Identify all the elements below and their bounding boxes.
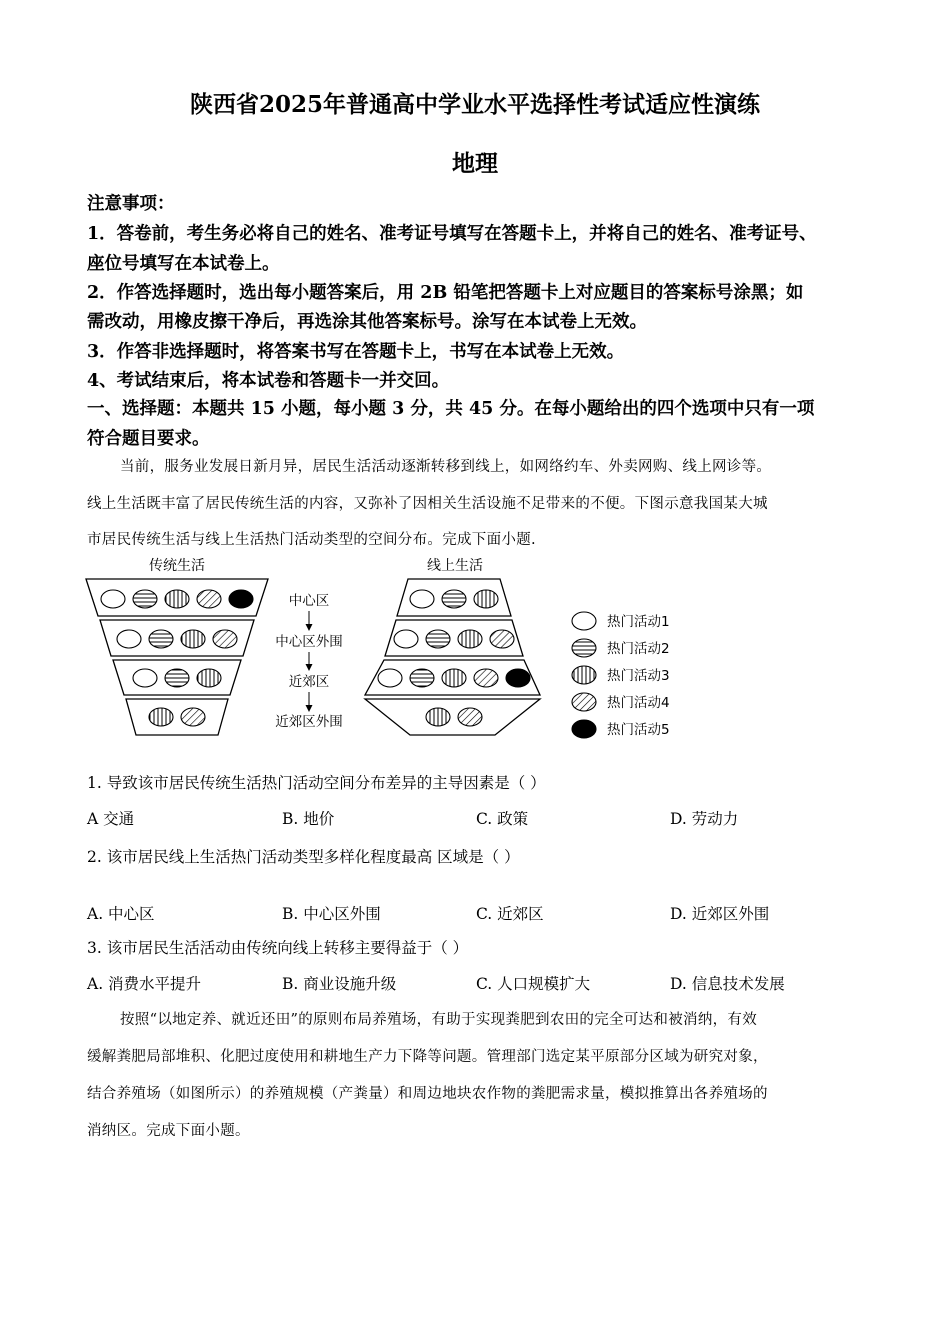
notice-line: 3．作答非选择题时，将答案书写在答题卡上，书写在本试卷上无效。 — [87, 342, 625, 362]
notice-line: 座位号填写在本试卷上。 — [87, 254, 280, 274]
activity-5-marker — [506, 669, 530, 687]
option-d[interactable]: D. 信息技术发展 — [670, 975, 785, 993]
legend-label: 热门活动5 — [607, 722, 670, 738]
zone-center-outer: 中心区外围 — [275, 634, 343, 650]
passage-line: 当前，服务业发展日新月异，居民生活活动逐渐转移到线上，如网络约车、外卖网购、线上网诊等。 — [120, 459, 772, 475]
activity-4-marker — [197, 590, 221, 608]
legend-label: 热门活动3 — [607, 668, 670, 684]
activity-3-marker — [458, 630, 482, 648]
activity-4-marker — [490, 630, 514, 648]
option-b[interactable]: B. 地价 — [282, 810, 335, 828]
activity-3-marker — [149, 708, 173, 726]
option-c[interactable]: C. 政策 — [476, 810, 529, 828]
zone-suburb: 近郊区 — [288, 674, 330, 690]
activity-2-marker — [426, 630, 450, 648]
activity-3-marker — [165, 590, 189, 608]
exam-title: 陕西省2025年普通高中学业水平选择性考试适应性演练 — [189, 91, 760, 118]
zone-labels — [275, 592, 343, 730]
activity-2-marker — [572, 639, 596, 657]
legend-label: 热门活动4 — [607, 695, 670, 711]
notice-line: 1．答卷前，考生务必将自己的姓名、准考证号填写在答题卡上，并将自己的姓名、准考证号、 — [87, 224, 817, 244]
activity-3-marker — [474, 590, 498, 608]
activity-2-marker — [133, 590, 157, 608]
option-a[interactable]: A. 中心区 — [87, 905, 155, 923]
zone-suburb-outer: 近郊区外围 — [275, 714, 343, 730]
online-label: 线上生活 — [427, 558, 483, 574]
option-d[interactable]: D. 近郊区外围 — [670, 905, 770, 923]
passage-line: 消纳区。完成下面小题。 — [87, 1123, 250, 1139]
question-stem: 1. 导致该市居民传统生活热门活动空间分布差异的主导因素是（ ） — [87, 774, 546, 792]
activity-5-marker — [229, 590, 253, 608]
option-b[interactable]: B. 商业设施升级 — [282, 975, 397, 993]
activity-1-marker — [117, 630, 141, 648]
passage-line: 市居民传统生活与线上生活热门活动类型的空间分布。完成下面小题. — [87, 532, 536, 548]
traditional-label: 传统生活 — [149, 558, 205, 574]
notice-line: 2．作答选择题时，选出每小题答案后，用 2B 铅笔把答题卡上对应题目的答案标号涂黑；如 — [87, 283, 804, 303]
activity-2-marker — [149, 630, 173, 648]
notice-line: 需改动，用橡皮擦干净后，再选涂其他答案标号。涂写在本试卷上无效。 — [87, 312, 647, 332]
activity-2-marker — [410, 669, 434, 687]
activity-1-marker — [572, 612, 596, 630]
activity-4-marker — [474, 669, 498, 687]
option-c[interactable]: C. 近郊区 — [476, 905, 544, 923]
activity-3-marker — [181, 630, 205, 648]
zone-center: 中心区 — [288, 593, 330, 609]
activity-5-marker — [572, 720, 596, 738]
passage-line: 线上生活既丰富了居民传统生活的内容，又弥补了因相关生活设施不足带来的不便。下图示意我国某大城 — [87, 496, 768, 512]
activity-3-marker — [572, 666, 596, 684]
legend-label: 热门活动1 — [607, 614, 670, 630]
section-heading: 一、选择题：本题共 15 小题，每小题 3 分，共 45 分。在每小题给出的四个选项中只有一项 — [87, 399, 815, 419]
activity-distribution-figure — [80, 552, 700, 742]
notice-line: 4、考试结束后，将本试卷和答题卡一并交回。 — [87, 371, 450, 391]
activity-3-marker — [197, 669, 221, 687]
activity-1-marker — [378, 669, 402, 687]
notice-heading: 注意事项： — [87, 194, 175, 214]
activity-legend — [572, 612, 670, 738]
activity-3-marker — [442, 669, 466, 687]
activity-4-marker — [181, 708, 205, 726]
option-d[interactable]: D. 劳动力 — [670, 810, 739, 828]
option-c[interactable]: C. 人口规模扩大 — [476, 975, 591, 993]
question-stem: 3. 该市居民生活活动由传统向线上转移主要得益于（ ） — [87, 939, 469, 957]
activity-3-marker — [426, 708, 450, 726]
activity-4-marker — [572, 693, 596, 711]
passage-line: 按照“以地定养、就近还田”的原则布局养殖场，有助于实现粪肥到农田的完全可达和被消纳，有效 — [120, 1012, 758, 1028]
section-heading: 符合题目要求。 — [87, 429, 210, 449]
option-a[interactable]: A 交通 — [87, 810, 135, 828]
activity-2-marker — [165, 669, 189, 687]
question-stem: 2. 该市居民线上生活热门活动类型多样化程度最高 区域是（ ） — [87, 848, 520, 866]
activity-1-marker — [410, 590, 434, 608]
activity-4-marker — [213, 630, 237, 648]
subject-title: 地理 — [452, 150, 498, 177]
activity-1-marker — [394, 630, 418, 648]
passage-line: 缓解粪肥局部堆积、化肥过度使用和耕地生产力下降等问题。管理部门选定某平原部分区域为研究对象， — [87, 1049, 768, 1065]
activity-2-marker — [442, 590, 466, 608]
option-a[interactable]: A. 消费水平提升 — [87, 975, 202, 993]
option-b[interactable]: B. 中心区外围 — [282, 905, 381, 923]
passage-line: 结合养殖场（如图所示）的养殖规模（产粪量）和周边地块农作物的粪肥需求量，模拟推算出各养殖场的 — [87, 1086, 768, 1102]
legend-label: 热门活动2 — [607, 641, 670, 657]
activity-4-marker — [458, 708, 482, 726]
activity-1-marker — [101, 590, 125, 608]
activity-1-marker — [133, 669, 157, 687]
